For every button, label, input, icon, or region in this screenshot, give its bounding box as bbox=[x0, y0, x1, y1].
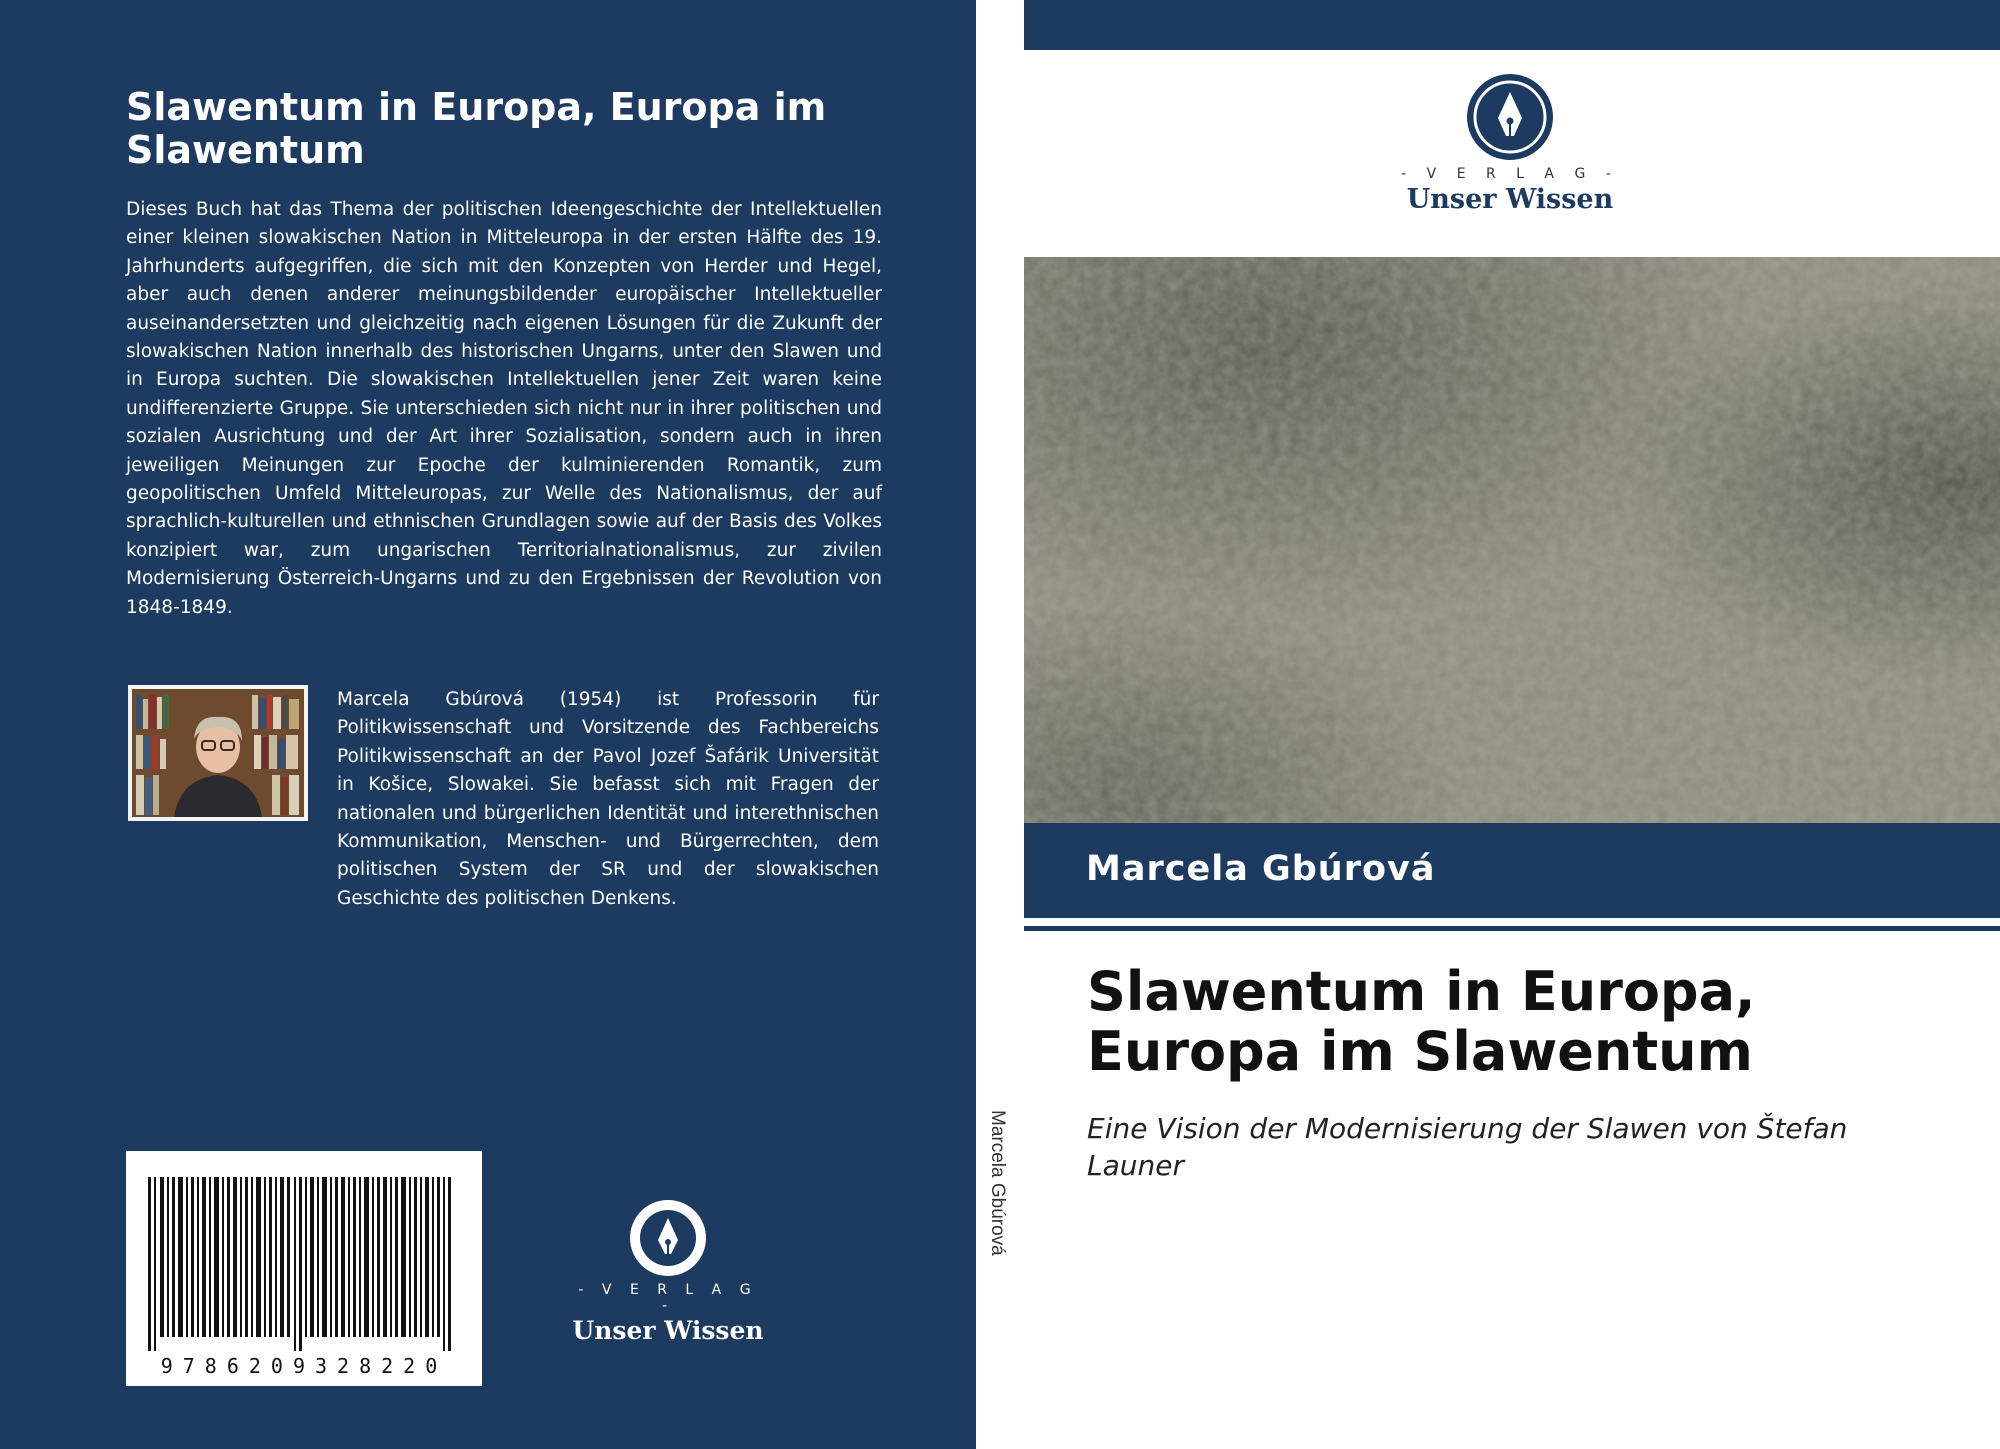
back-cover-title: Slawentum in Europa, Europa im Slawentum bbox=[126, 85, 827, 172]
textured-paper-graphic bbox=[1024, 257, 2000, 823]
front-title-line2: Europa im Slawentum bbox=[1087, 1020, 1753, 1083]
author-photo-image bbox=[132, 689, 304, 817]
front-author-band bbox=[1024, 823, 2000, 918]
barcode-bars bbox=[126, 1151, 482, 1351]
author-bio: Marcela Gbúrová (1954) ist Professorin für Politikwissenschaft und Vorsitzende des Fachbereichs Politikwissenschaft an der Pavol Jozef Šafárik Universität in Košice, Slowakei. Sie befasst sich mit Fragen der nationalen und bürgerlichen Identität und interethnischen Kommunikation, Menschen- und Bürgerrechten, dem politischen System der SR und der slowakischen Geschichte des politischen Denkens. bbox=[337, 689, 879, 909]
publisher-seal-icon bbox=[628, 1198, 708, 1278]
publisher-pen-nib-icon bbox=[1465, 72, 1555, 162]
front-title-line1: Slawentum in Europa, bbox=[1087, 960, 1756, 1023]
front-subtitle: Eine Vision der Modernisierung der Slawen von Štefan Launer bbox=[1087, 1112, 1848, 1182]
front-logo-name: Unser Wissen bbox=[1406, 184, 1614, 215]
front-author-name: Marcela Gbúrová bbox=[1086, 849, 1436, 889]
author-photo bbox=[128, 685, 308, 821]
back-logo-name: Unser Wissen bbox=[572, 1316, 764, 1345]
front-publisher-logo bbox=[1390, 72, 1630, 222]
front-title bbox=[1087, 962, 1967, 1082]
front-logo-verlag: - V E R L A G - bbox=[1401, 166, 1619, 182]
back-publisher-logo bbox=[568, 1198, 768, 1345]
back-logo-verlag: - V E R L A G - bbox=[578, 1282, 758, 1314]
cover-texture-image bbox=[1024, 257, 2000, 823]
front-top-bar bbox=[1024, 0, 2000, 50]
spine-author: Marcela Gbúrová bbox=[987, 1110, 1008, 1256]
front-divider-rule bbox=[1024, 926, 2000, 931]
isbn-digits: 9786209328220 bbox=[160, 1354, 448, 1378]
back-cover-blurb: Dieses Buch hat das Thema der politischen Ideengeschichte der Intellektuellen einer kleinen slowakischen Nation in Mitteleuropa in der ersten Hälfte des 19. Jahrhunderts aufgegriffen, die sich mit den Konzepten von Herder und Hegel, aber auch denen anderer meinungsbildender europäischer Intellektueller auseinandersetzten und gleichzeitig nach eigenen Lösungen für die Zukunft der slowakischen Nation innerhalb des historischen Ungarns, unter den Slawen und in Europa suchten. Die slowakischen Intellektuellen jener Zeit waren keine undifferenzierte Gruppe. Sie unterschieden sich nicht nur in ihrer politischen und sozialen Ausrichtung und der Art ihrer Sozialisation, sondern auch in ihren jeweiligen Meinungen zur Epoche der kulminierenden Romantik, zum geopolitischen Umfeld Mitteleuropas, zur Welle des Nationalismus, der auf sprachlich-kulturellen und ethnischen Grundlagen sowie auf der Basis des Volkes konzipiert war, zum ungarischen Territorialnationalismus, zur zivilen Modernisierung Österreich-Ungarns und zu den Ergebnissen der Revolution von 1848-1849. bbox=[126, 199, 882, 618]
isbn-barcode bbox=[126, 1151, 482, 1386]
back-cover bbox=[0, 0, 976, 1449]
